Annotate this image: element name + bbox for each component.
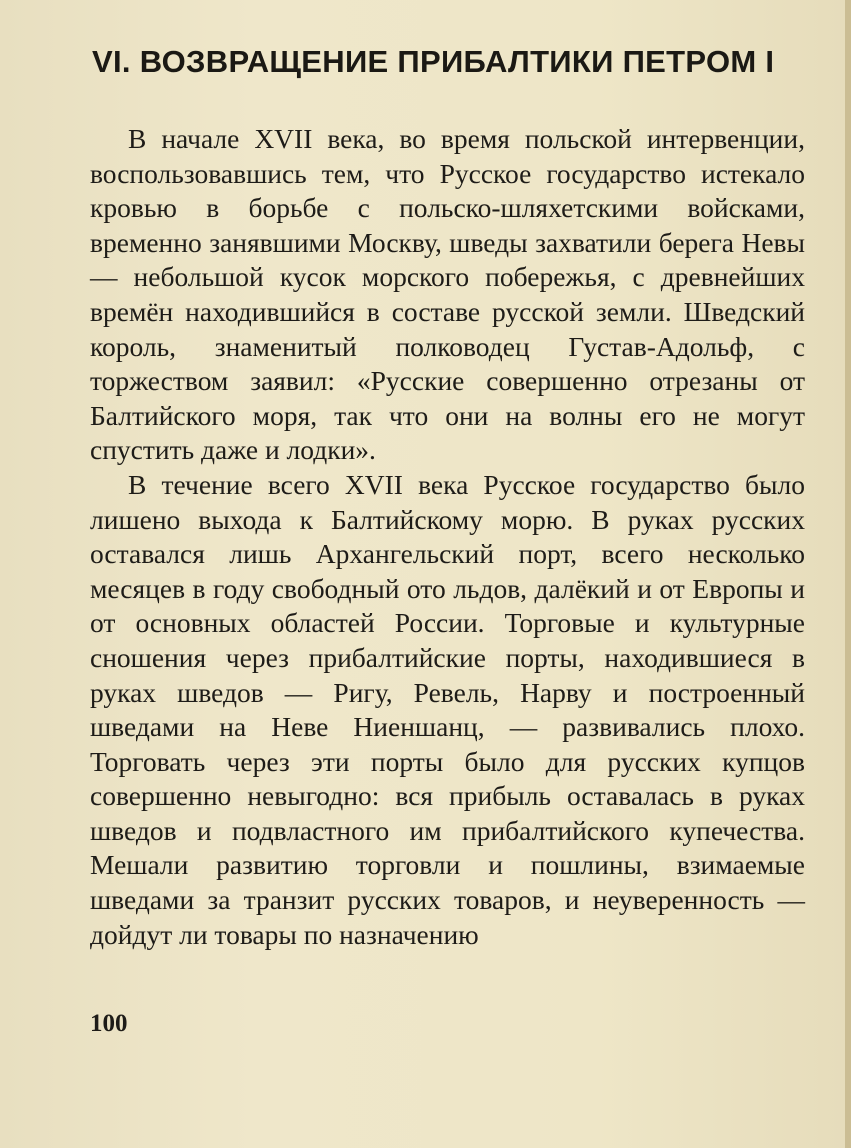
paragraph-1: В начале XVII века, во время польской интервенции, воспользовавшись тем, что Русское государство истекало кровью в борьбе с польско-шляхетскими войсками, временно занявшими Москву, шведы захватили берега Невы — небольшой кусок морского побережья, с древнейших времён находившийся в составе русской земли. Шведский король, знаменитый полководец Густав-Адольф, с торжеством заявил: «Русские совершенно отрезаны от Балтийского моря, так что они на волны его не могут спустить даже и лодки». bbox=[90, 123, 805, 466]
chapter-heading: VI. ВОЗВРАЩЕНИЕ ПРИБАЛТИКИ ПЕТРОМ I bbox=[92, 44, 775, 79]
page-number: 100 bbox=[90, 1010, 128, 1037]
paragraph-2: В течение всего XVII века Русское государство было лишено выхода к Балтийскому морю. В руках русских оставался лишь Архангельский порт, всего несколько месяцев в году свободный ото льдов, далёкий и от Европы и от основных областей России. Торговые и культурные сношения через прибалтийские порты, находившиеся в руках шведов — Ригу, Ревель, Нарву и построенный шведами на Неве Ниеншанц, — развивались плохо. Торговать через эти порты было для русских купцов совершенно невыгодно: вся прибыль оставалась в руках шведов и подвластного им прибалтийского купечества. Мешали развитию торговли и пошлины, взимаемые шведами за транзит русских товаров, и неуверенность — дойдут ли товары по назначению bbox=[90, 468, 805, 950]
body-text bbox=[90, 122, 805, 952]
